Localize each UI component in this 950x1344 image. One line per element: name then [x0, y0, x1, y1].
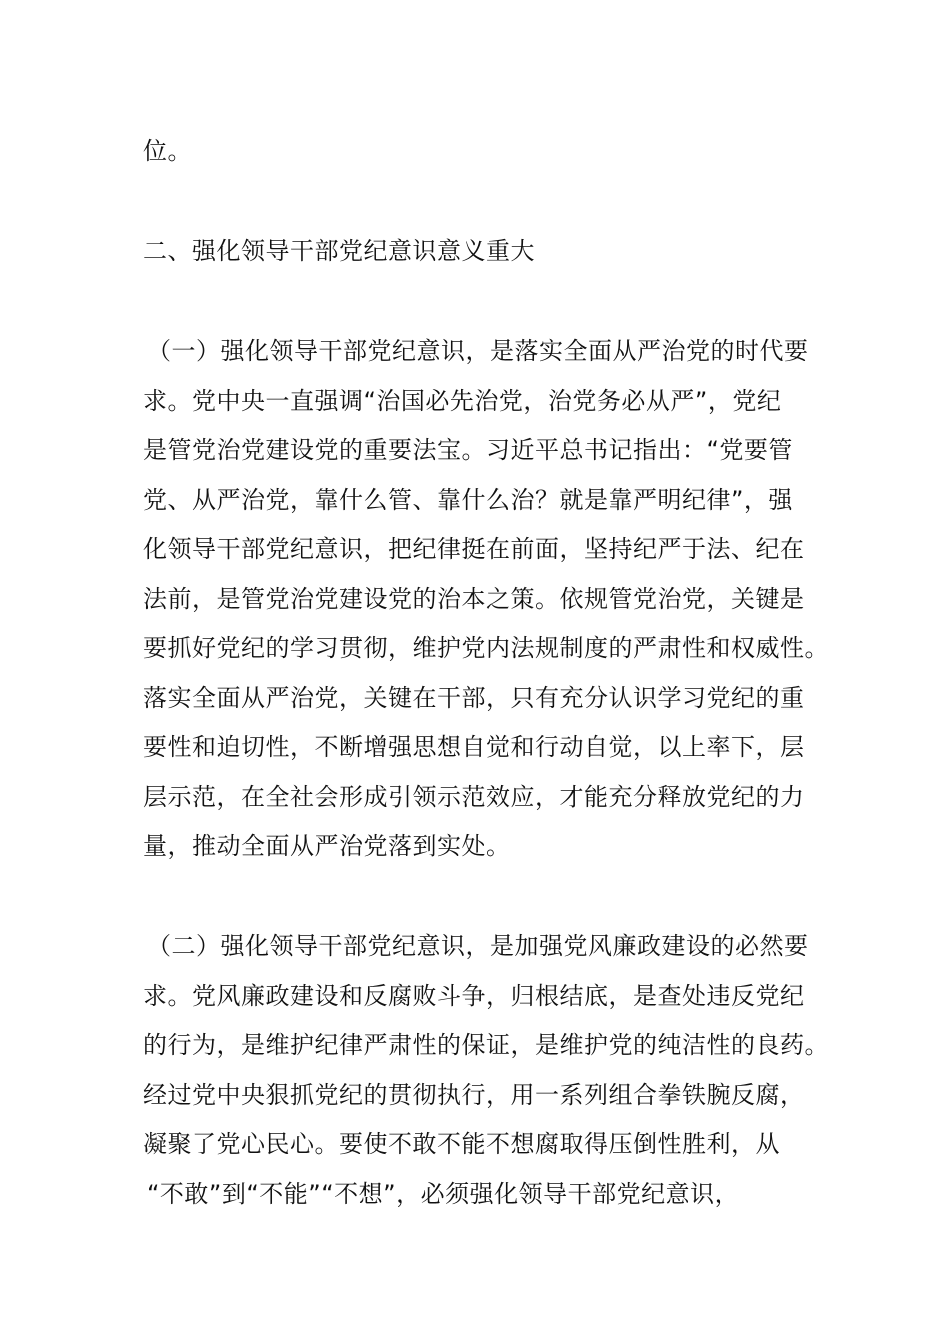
paragraph-line: 经过党中央狠抓党纪的贯彻执行，用一系列组合拳铁腕反腐，: [143, 1081, 805, 1109]
paragraph-line: 层示范，在全社会形成引领示范效应，才能充分释放党纪的力: [143, 783, 805, 811]
paragraph-line: 量，推动全面从严治党落到实处。: [143, 832, 511, 860]
paragraph-line: 落实全面从严治党，关键在干部，只有充分认识学习党纪的重: [143, 684, 805, 712]
paragraph-line: 党、从严治党，靠什么管、靠什么治？就是靠严明纪律”，强: [143, 486, 793, 514]
paragraph-line: 要性和迫切性，不断增强思想自觉和行动自觉，以上率下，层: [143, 733, 805, 761]
paragraph-line: 要抓好党纪的学习贯彻，维护党内法规制度的严肃性和权威性。: [143, 634, 829, 662]
section-heading: 二、强化领导干部党纪意识意义重大: [143, 237, 535, 265]
paragraph-line: 的行为，是维护纪律严肃性的保证，是维护党的纯洁性的良药。: [143, 1031, 829, 1059]
paragraph-line: 法前，是管党治党建设党的治本之策。依规管党治党，关键是: [143, 585, 805, 613]
paragraph-line: （二）强化领导干部党纪意识，是加强党风廉政建设的必然要: [147, 932, 809, 960]
paragraph-line: 凝聚了党心民心。要使不敢不能不想腐取得压倒性胜利，从: [143, 1130, 780, 1158]
paragraph-line: “不敢”到“不能”“不想”，必须强化领导干部党纪意识，: [147, 1180, 740, 1208]
paragraph-line: 是管党治党建设党的重要法宝。习近平总书记指出：“党要管: [143, 436, 793, 464]
paragraph-line: 求。党中央一直强调“治国必先治党，治党务必从严”，党纪: [143, 387, 782, 415]
text-fragment-top: 位。: [143, 137, 192, 165]
paragraph-line: 化领导干部党纪意识，把纪律挺在前面，坚持纪严于法、纪在: [143, 535, 805, 563]
paragraph-line: （一）强化领导干部党纪意识，是落实全面从严治党的时代要: [147, 337, 809, 365]
paragraph-line: 求。党风廉政建设和反腐败斗争，归根结底，是查处违反党纪: [143, 982, 805, 1010]
